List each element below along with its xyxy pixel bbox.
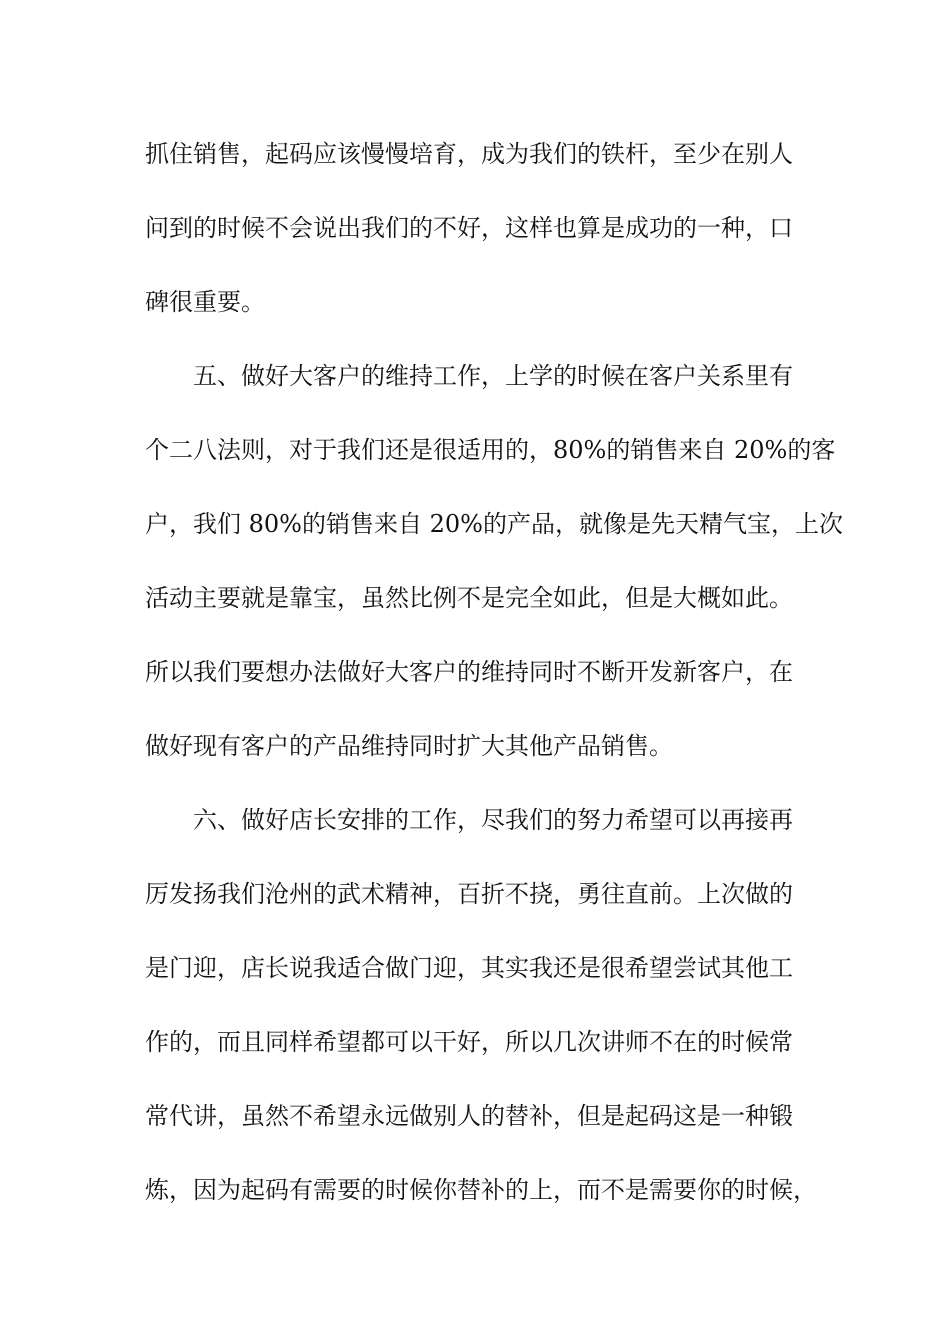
line-text: 问到的时候不会说出我们的不好，这样也算是成功的一种，口 <box>145 214 793 242</box>
text-line <box>0 652 950 692</box>
text-line <box>0 208 950 248</box>
text-line <box>0 948 950 988</box>
text-line <box>0 874 950 914</box>
line-text: 六、做好店长安排的工作，尽我们的努力希望可以再接再 <box>193 806 793 834</box>
text-line <box>0 1096 950 1136</box>
line-text: 作的，而且同样希望都可以干好，所以几次讲师不在的时候常 <box>145 1028 793 1056</box>
line-text: 活动主要就是靠宝，虽然比例不是完全如此，但是大概如此。 <box>145 584 793 612</box>
line-text: 做好现有客户的产品维持同时扩大其他产品销售。 <box>145 732 673 760</box>
line-text: 个二八法则，对于我们还是很适用的，80%的销售来自 20%的客 <box>145 436 836 464</box>
text-line <box>0 504 950 544</box>
line-text: 常代讲，虽然不希望永远做别人的替补，但是起码这是一种锻 <box>145 1102 793 1130</box>
line-text: 炼，因为起码有需要的时候你替补的上，而不是需要你的时候， <box>145 1176 817 1204</box>
text-line <box>0 356 950 396</box>
line-text: 碑很重要。 <box>145 288 265 316</box>
line-text: 抓住销售，起码应该慢慢培育，成为我们的铁杆，至少在别人 <box>145 140 793 168</box>
line-text: 五、做好大客户的维持工作，上学的时候在客户关系里有 <box>193 362 793 390</box>
line-text: 是门迎，店长说我适合做门迎，其实我还是很希望尝试其他工 <box>145 954 793 982</box>
text-line <box>0 430 950 470</box>
text-line <box>0 1022 950 1062</box>
line-text: 厉发扬我们沧州的武术精神，百折不挠，勇往直前。上次做的 <box>145 880 793 908</box>
text-line <box>0 726 950 766</box>
text-line <box>0 1170 950 1210</box>
text-line <box>0 800 950 840</box>
text-line <box>0 578 950 618</box>
text-line <box>0 134 950 174</box>
text-line <box>0 282 950 322</box>
line-text: 户，我们 80%的销售来自 20%的产品，就像是先天精气宝，上次 <box>145 510 843 538</box>
line-text: 所以我们要想办法做好大客户的维持同时不断开发新客户，在 <box>145 658 793 686</box>
